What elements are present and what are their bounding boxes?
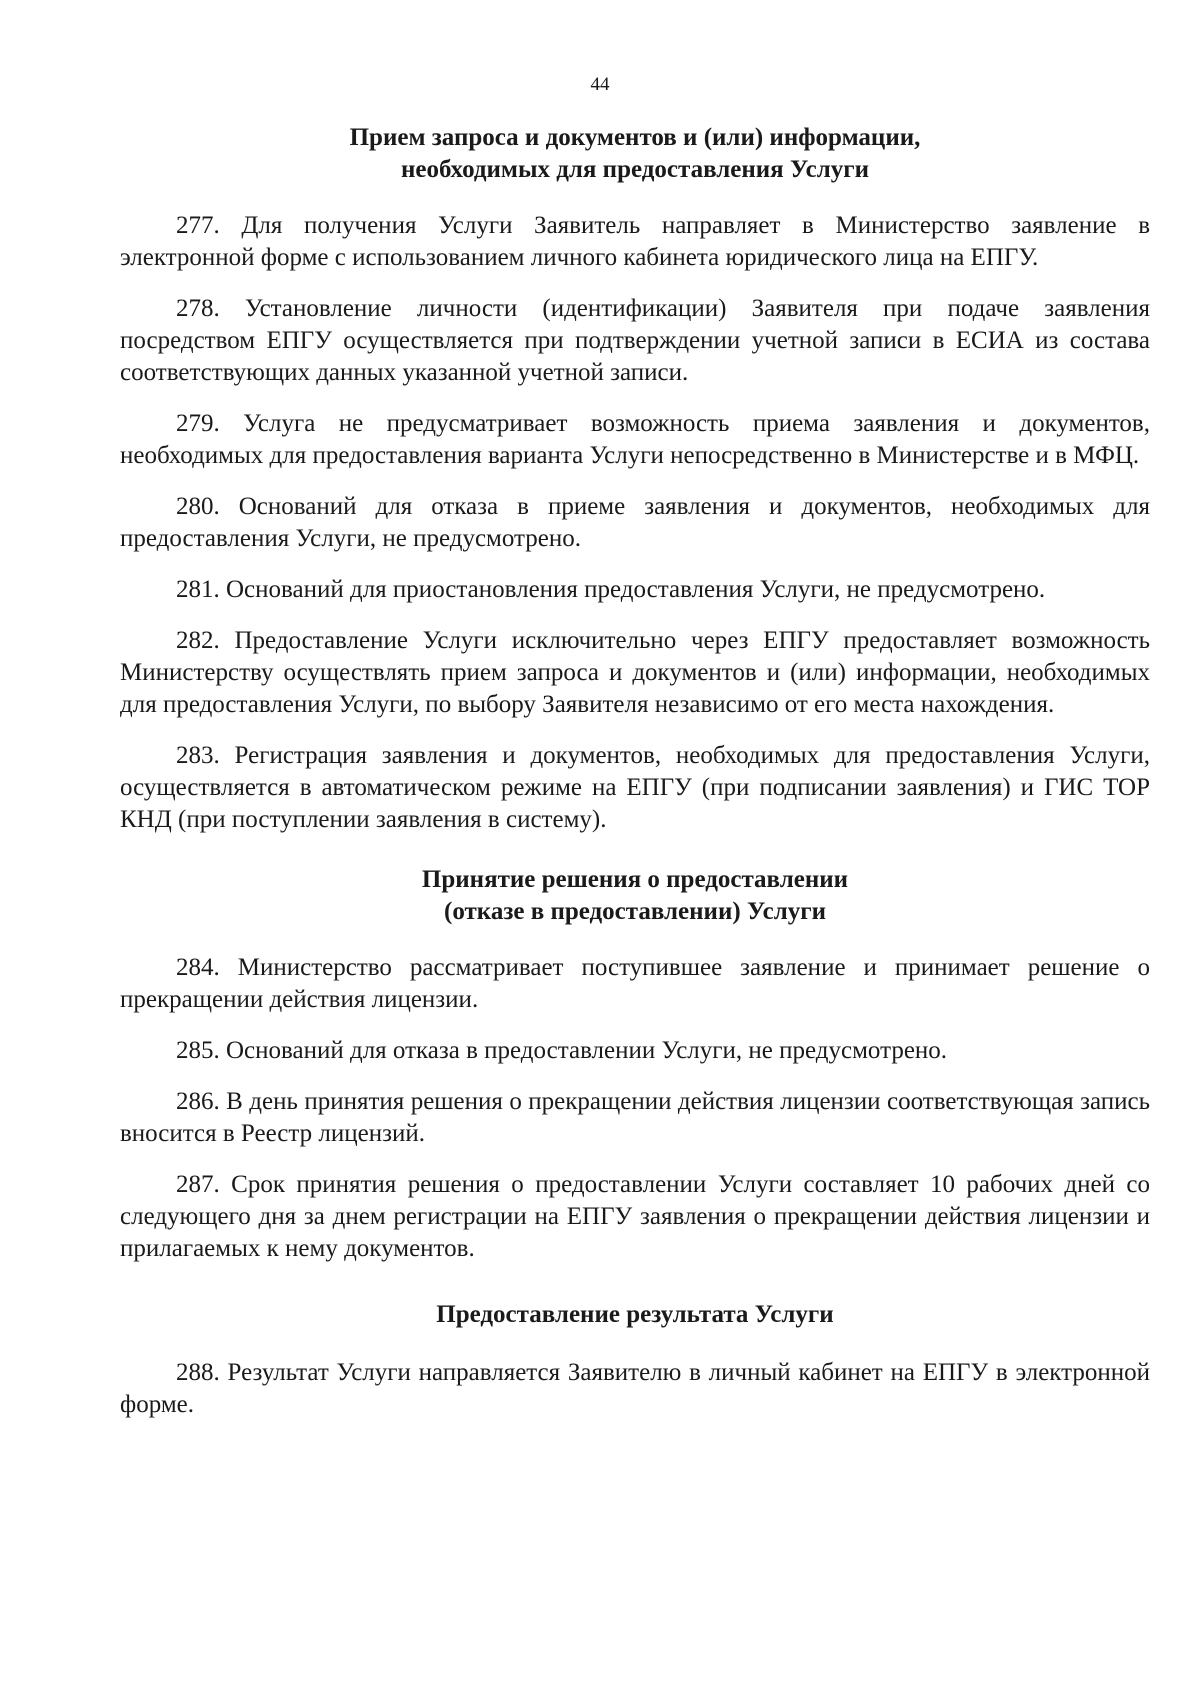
paragraph-286: 286. В день принятия решения о прекращении действия лицензии соответствующая запись вносится в Реестр лицензий. (120, 1088, 1150, 1147)
heading-line: необходимых для предоставления Услуги (401, 156, 869, 183)
paragraph-284: 284. Министерство рассматривает поступившее заявление и принимает решение о прекращении действия лицензии. (120, 954, 1150, 1013)
heading-line: Предоставление результата Услуги (436, 1301, 834, 1328)
paragraph-280: 280. Оснований для отказа в приеме заявления и документов, необходимых для предоставления Услуги, не предусмотрено. (120, 493, 1150, 552)
section-heading-request-acceptance (120, 122, 1150, 186)
paragraph-285: 285. Оснований для отказа в предоставлении Услуги, не предусмотрено. (176, 1037, 948, 1064)
heading-line: Принятие решения о предоставлении (421, 866, 849, 893)
paragraph-277: 277. Для получения Услуги Заявитель направляет в Министерство заявление в электронной форме с использованием личного кабинета юридического лица на ЕПГУ. (120, 212, 1150, 271)
paragraph-282: 282. Предоставление Услуги исключительно через ЕПГУ предоставляет возможность Министерству осуществлять прием запроса и документов и (или) информации, необходимых для предоставления Услуги, по выбору Заявителя независимо от его места нахождения. (120, 627, 1150, 718)
document-body (120, 122, 1150, 1421)
paragraph-288: 288. Результат Услуги направляется Заявителю в личный кабинет на ЕПГУ в электронной форме. (120, 1359, 1150, 1418)
section-heading-decision (120, 864, 1150, 928)
paragraph-283: 283. Регистрация заявления и документов, необходимых для предоставления Услуги, осуществляется в автоматическом режиме на ЕПГУ (при подписании заявления) и ГИС ТОР КНД (при поступлении заявления в систему). (120, 742, 1150, 833)
paragraph-279: 279. Услуга не предусматривает возможность приема заявления и документов, необходимых для предоставления варианта Услуги непосредственно в Министерстве и в МФЦ. (120, 410, 1150, 469)
section-heading-result (120, 1299, 1150, 1331)
paragraph-287: 287. Срок принятия решения о предоставлении Услуги составляет 10 рабочих дней со следующего дня за днем регистрации на ЕПГУ заявления о прекращении действия лицензии и прилагаемых к нему документов. (120, 1171, 1150, 1262)
heading-line: Прием запроса и документов и (или) информации, (349, 124, 921, 151)
paragraph-281: 281. Оснований для приостановления предоставления Услуги, не предусмотрено. (176, 576, 1046, 603)
page-number: 44 (590, 74, 610, 95)
paragraph-278: 278. Установление личности (идентификации) Заявителя при подаче заявления посредством ЕПГУ осуществляется при подтверждении учетной записи в ЕСИА из состава соответствующих данных указанной учетной записи. (120, 295, 1150, 386)
heading-line: (отказе в предоставлении) Услуги (444, 898, 826, 925)
